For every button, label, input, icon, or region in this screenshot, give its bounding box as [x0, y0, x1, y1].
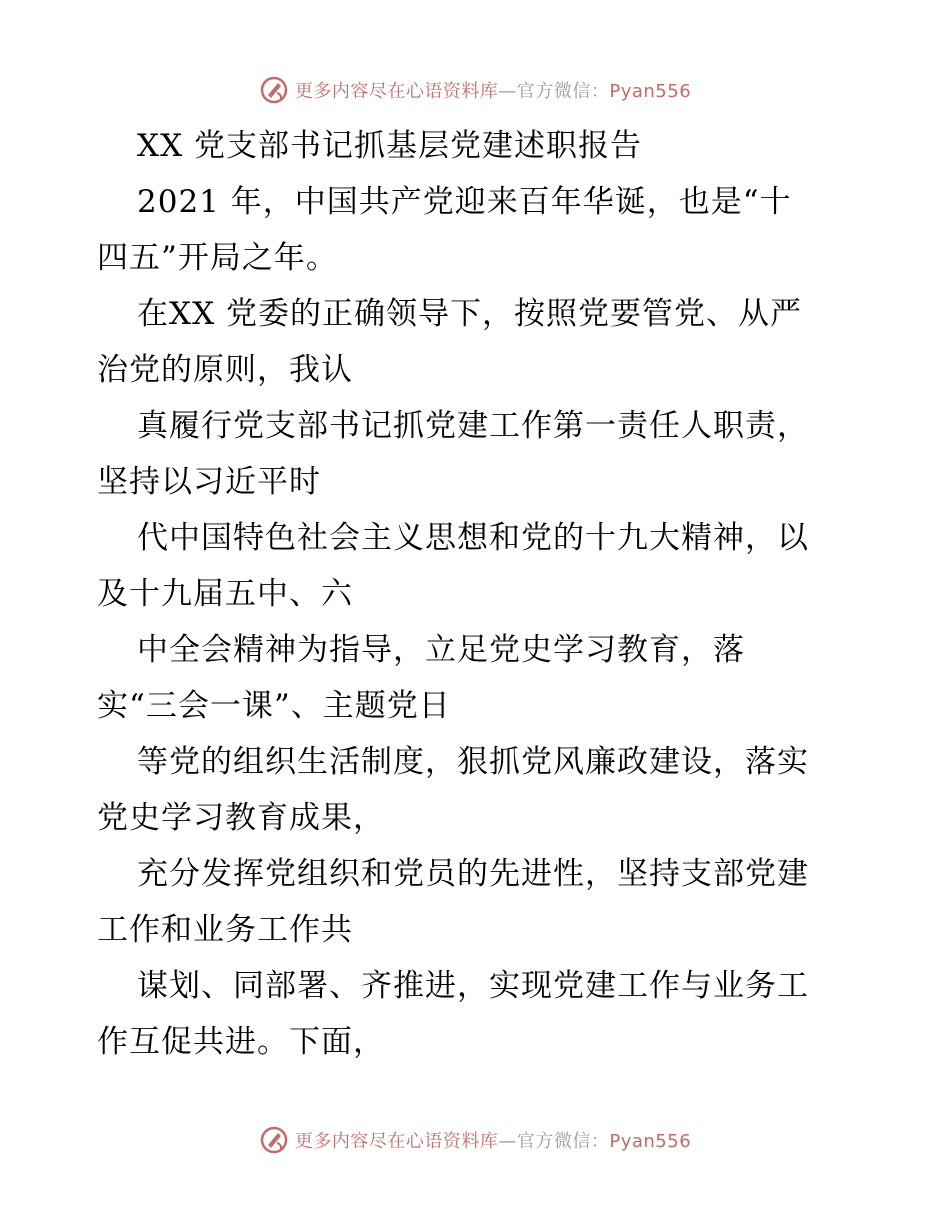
- paragraph-line: 治党的原则，我认: [97, 352, 353, 388]
- footer-watermark: [0, 1120, 950, 1160]
- paragraph-line: 党史学习教育成果，: [97, 800, 385, 836]
- paragraph-line: 在XX 党委的正确领导下，按照党要管党、从严: [137, 296, 802, 332]
- paragraph-line: 四五”开局之年。: [97, 240, 338, 276]
- brand-logo-icon: [259, 75, 289, 105]
- document-body: [97, 118, 857, 1070]
- brand-logo-icon: [259, 1125, 289, 1155]
- paragraph-line: 中全会精神为指导，立足党史学习教育，落: [137, 632, 745, 668]
- header-watermark: [0, 70, 950, 110]
- watermark-id: Pyan556: [609, 81, 692, 102]
- paragraph-line: 工作和业务工作共: [97, 912, 353, 948]
- watermark-sub: —官方微信：: [498, 81, 610, 102]
- watermark-sub: —官方微信：: [498, 1131, 610, 1152]
- document-title: XX 党支部书记抓基层党建述职报告: [137, 128, 642, 164]
- paragraph-line: 代中国特色社会主义思想和党的十九大精神，以: [137, 520, 809, 556]
- watermark-main: 更多内容尽在心语资料库: [294, 81, 499, 102]
- watermark-text: [295, 77, 691, 103]
- paragraph-line: 坚持以习近平时: [97, 464, 321, 500]
- paragraph-line: 及十九届五中、六: [97, 576, 353, 612]
- paragraph-line: 真履行党支部书记抓党建工作第一责任人职责，: [137, 408, 809, 444]
- watermark-id: Pyan556: [609, 1131, 692, 1152]
- paragraph-line: 谋划、同部署、齐推进，实现党建工作与业务工: [137, 968, 809, 1004]
- paragraph-line: 充分发挥党组织和党员的先进性，坚持支部党建: [137, 856, 809, 892]
- paragraph-line: 作互促共进。下面，: [97, 1024, 385, 1060]
- watermark-main: 更多内容尽在心语资料库: [294, 1131, 499, 1152]
- paragraph-line: 实“三会一课”、主题党日: [97, 688, 451, 724]
- watermark-text: [295, 1127, 691, 1153]
- paragraph-line: 等党的组织生活制度，狠抓党风廉政建设，落实: [137, 744, 809, 780]
- paragraph-line: 2021 年，中国共产党迎来百年华诞，也是“十: [137, 184, 792, 220]
